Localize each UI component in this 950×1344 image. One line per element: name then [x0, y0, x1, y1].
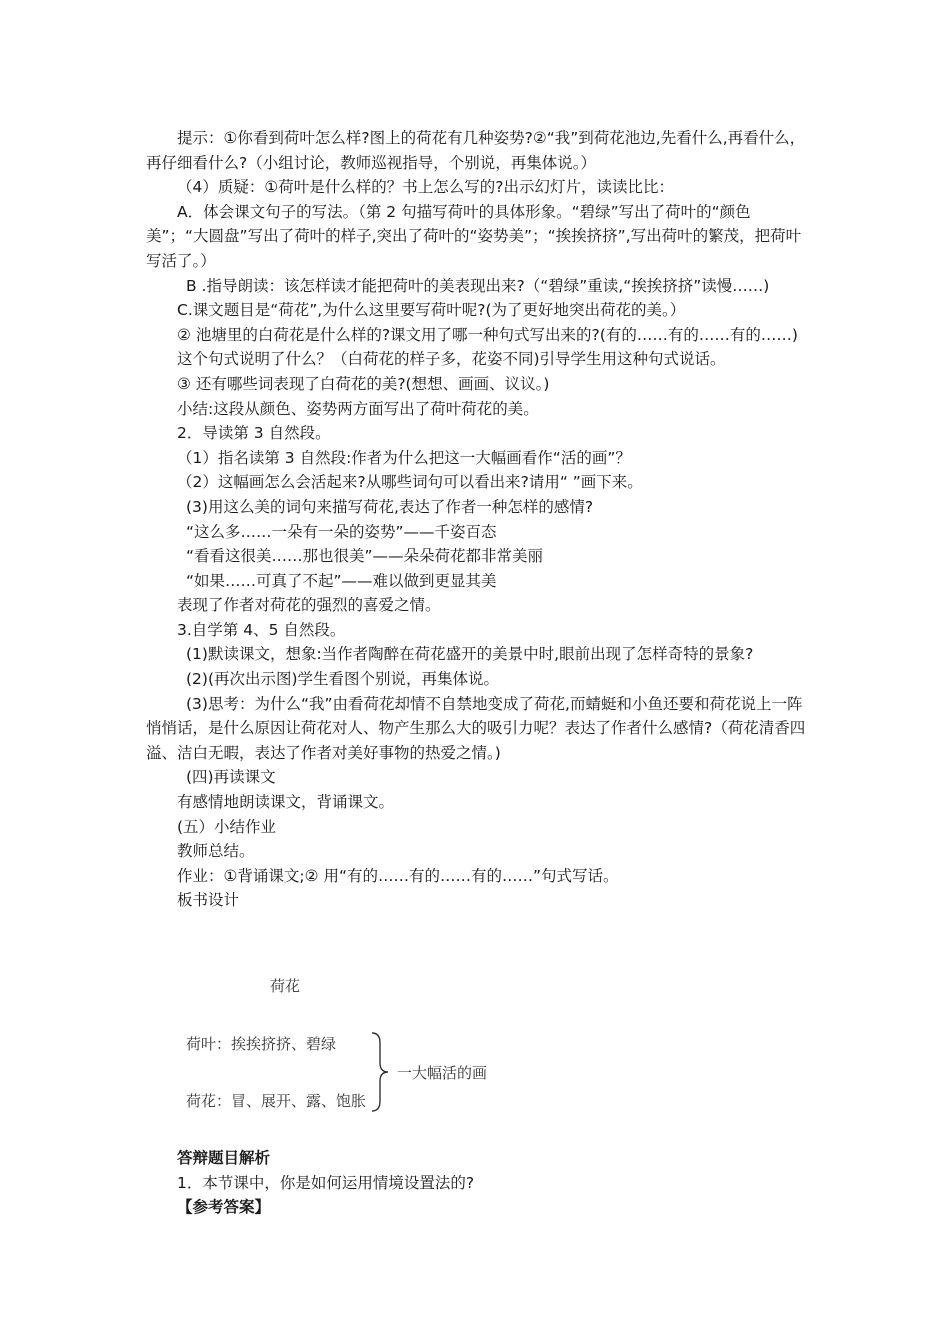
paragraph: 这个句式说明了什么？（白荷花的样子多，花姿不同)引导学生用这种句式说话。 [177, 350, 726, 369]
defense-section [146, 1146, 810, 1220]
answer-label: 【参考答案】 [177, 1198, 271, 1217]
paragraph: ③ 还有哪些词表现了白荷花的美?(想想、画画、议议。) [177, 374, 550, 393]
board-title: 荷花 [270, 977, 301, 995]
paragraph: “如果……可真了不起”——难以做到更显其美 [186, 571, 497, 590]
paragraph: (3)用这么美的词句来描写荷花,表达了作者一种怎样的感情? [186, 497, 594, 516]
paragraph: 2．导读第 3 自然段。 [177, 424, 331, 443]
paragraph: “看看这很美……那也很美”——朵朵荷花都非常美丽 [186, 547, 544, 566]
paragraph: 表现了作者对荷花的强烈的喜爱之情。 [177, 596, 441, 615]
paragraph: 提示：①你看到荷叶怎么样?图上的荷花有几种姿势?②“我”到荷花池边,先看什么,再看什么，再仔细看什么?（小组讨论，教师巡视指导，个别说，再集体说。） [146, 129, 806, 172]
paragraph: (2)(再次出示图)学生看图个别说，再集体说。 [186, 670, 500, 689]
paragraph: (1)默读课文，想象:当作者陶醉在荷花盛开的美景中时,眼前出现了怎样奇特的景象? [186, 645, 754, 664]
paragraph: 板书设计 [177, 891, 240, 910]
paragraph: (四)再读课文 [186, 768, 276, 787]
paragraph: C.课文题目是“荷花”,为什么这里要写荷叶呢?(为了更好地突出荷花的美。） [177, 301, 686, 320]
board-row-flower: 荷花：冒、展开、露、饱胀 [186, 1092, 367, 1110]
paragraph: （1）指名读第 3 自然段:作者为什么把这一大幅画看作“活的画”？ [177, 448, 631, 467]
paragraph: B .指导朗读：该怎样读才能把荷叶的美表现出来?（“碧绿”重读,“挨挨挤挤”读慢……) [186, 276, 770, 295]
lesson-body [146, 126, 810, 913]
question: 1．本节课中，你是如何运用情境设置法的? [177, 1173, 475, 1192]
paragraph: ② 池塘里的白荷花是什么样的?课文用了哪一种句式写出来的?(有的……有的……有的……) [177, 325, 798, 344]
paragraph: A．体会课文句子的写法。（第 2 句描写荷叶的具体形象。“碧绿”写出了荷叶的“颜色美”；“大圆盘”写出了荷叶的样子,突出了荷叶的“姿势美”；“挨挨挤挤”,写出荷叶的繁茂，把荷叶写活了。） [146, 202, 802, 270]
section-heading: 答辩题目解析 [177, 1149, 271, 1167]
paragraph: 3.自学第 4、5 自然段。 [177, 620, 346, 639]
blackboard-design [180, 975, 520, 1115]
paragraph: “这么多……一朵有一朵的姿势”——千姿百态 [186, 522, 497, 541]
paragraph: (五）小结作业 [177, 817, 277, 836]
board-row-leaf: 荷叶：挨挨挤挤、碧绿 [186, 1035, 337, 1053]
paragraph: （2）这幅画怎么会活起来?从哪些词句可以看出来?请用“ ”画下来。 [177, 473, 643, 492]
paragraph: (3)思考：为什么“我”由看荷花却情不自禁地变成了荷花,而蜻蜓和小鱼还要和荷花说上一阵悄悄话，是什么原因让荷花对人、物产生那么大的吸引力呢？表达了作者什么感情?（荷花清香四溢、洁白无暇，表达了作者对美好事物的热爱之情。) [146, 694, 806, 762]
paragraph: 小结:这段从颜色、姿势两方面写出了荷叶荷花的美。 [177, 399, 539, 418]
curly-brace-icon [370, 1031, 390, 1113]
paragraph: 有感情地朗读课文，背诵课文。 [177, 793, 395, 812]
paragraph: 作业：①背诵课文;② 用“有的……有的……有的……”句式写话。 [177, 866, 619, 885]
board-result: 一大幅活的画 [397, 1064, 488, 1082]
paragraph: 教师总结。 [177, 842, 255, 861]
paragraph: （4）质疑：①荷叶是什么样的？书上怎么写的?出示幻灯片，读读比比： [177, 178, 674, 197]
